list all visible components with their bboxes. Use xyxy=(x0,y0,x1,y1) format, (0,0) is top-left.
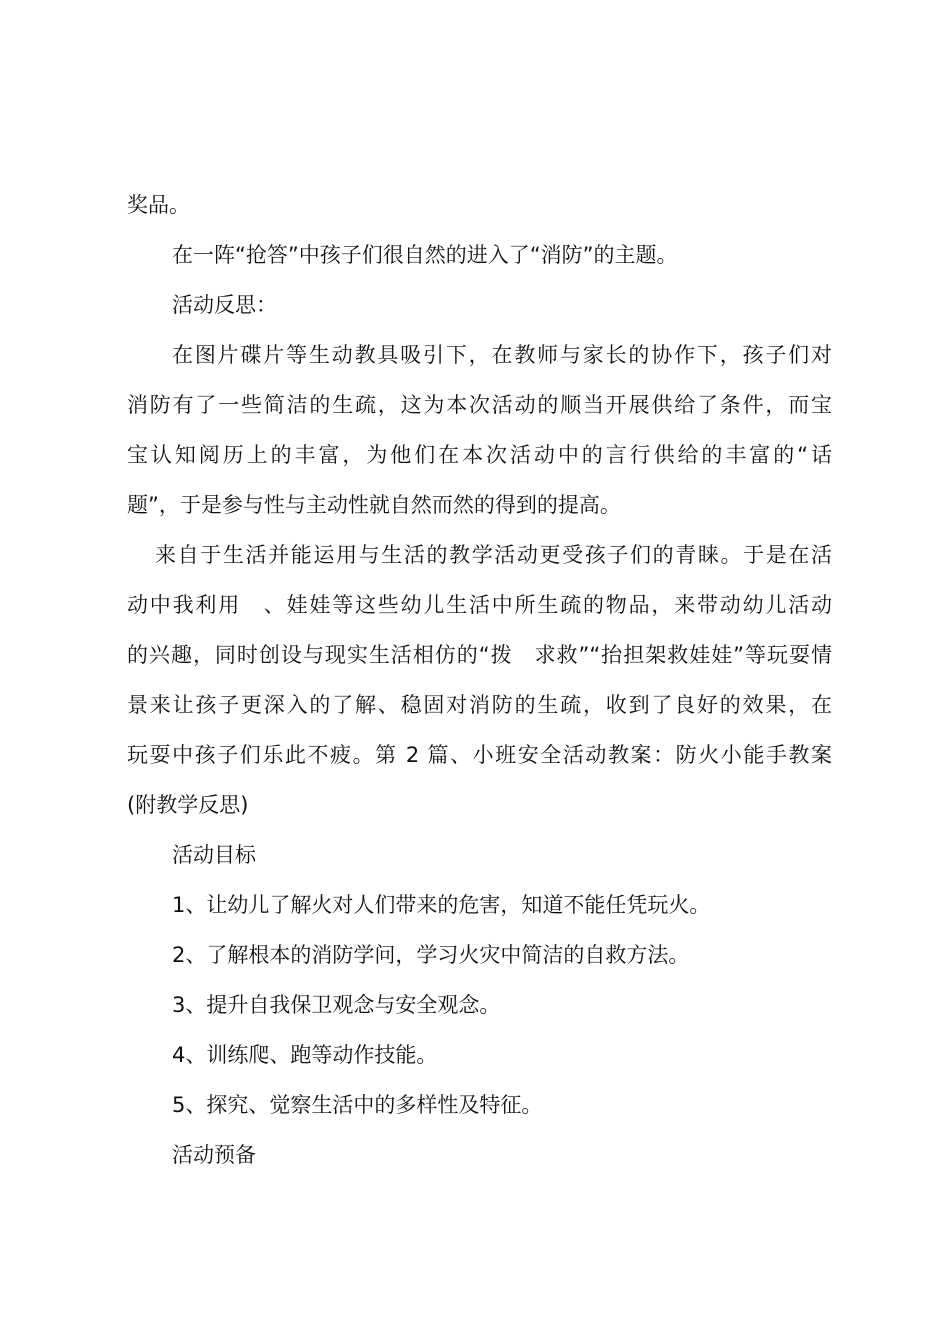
text-line: 在一阵“抢答”中孩子们很自然的进入了“消防”的主题。 xyxy=(172,243,678,267)
section-heading: 活动反思： xyxy=(172,293,277,317)
text-line: 奖品。 xyxy=(127,193,190,217)
text-line: 来自于生活并能运用与生活的教学活动更受孩子们的青睐。于是在活 xyxy=(155,543,832,567)
text-line: (附教学反思) xyxy=(127,793,249,817)
text-line: 景来让孩子更深入的了解、稳固对消防的生疏，收到了良好的效果，在 xyxy=(127,693,832,717)
list-item: 1、让幼儿了解火对人们带来的危害，知道不能任凭玩火。 xyxy=(172,893,711,917)
text-line: 的兴趣，同时创设与现实生活相仿的“拨 求救”“抬担架救娃娃”等玩耍情 xyxy=(127,643,832,667)
section-heading: 活动预备 xyxy=(172,1143,256,1167)
text-line: 玩耍中孩子们乐此不疲。第 2 篇、小班安全活动教案：防火小能手教案 xyxy=(127,743,832,767)
text-line: 动中我利用 、娃娃等这些幼儿生活中所生疏的物品，来带动幼儿活动 xyxy=(127,593,832,617)
text-line: 宝认知阅历上的丰富，为他们在本次活动中的言行供给的丰富的“话 xyxy=(127,443,832,467)
text-line: 题”，于是参与性与主动性就自然而然的得到的提高。 xyxy=(127,493,621,517)
list-item: 4、训练爬、跑等动作技能。 xyxy=(172,1043,438,1067)
text-line: 消防有了一些简洁的生疏，这为本次活动的顺当开展供给了条件，而宝 xyxy=(127,393,832,417)
section-heading: 活动目标 xyxy=(172,843,256,867)
text-line: 在图片碟片等生动教具吸引下，在教师与家长的协作下，孩子们对 xyxy=(172,343,832,367)
list-item: 3、提升自我保卫观念与安全观念。 xyxy=(172,993,501,1017)
list-item: 5、探究、觉察生活中的多样性及特征。 xyxy=(172,1093,543,1117)
list-item: 2、了解根本的消防学问，学习火灾中简洁的自救方法。 xyxy=(172,943,690,967)
